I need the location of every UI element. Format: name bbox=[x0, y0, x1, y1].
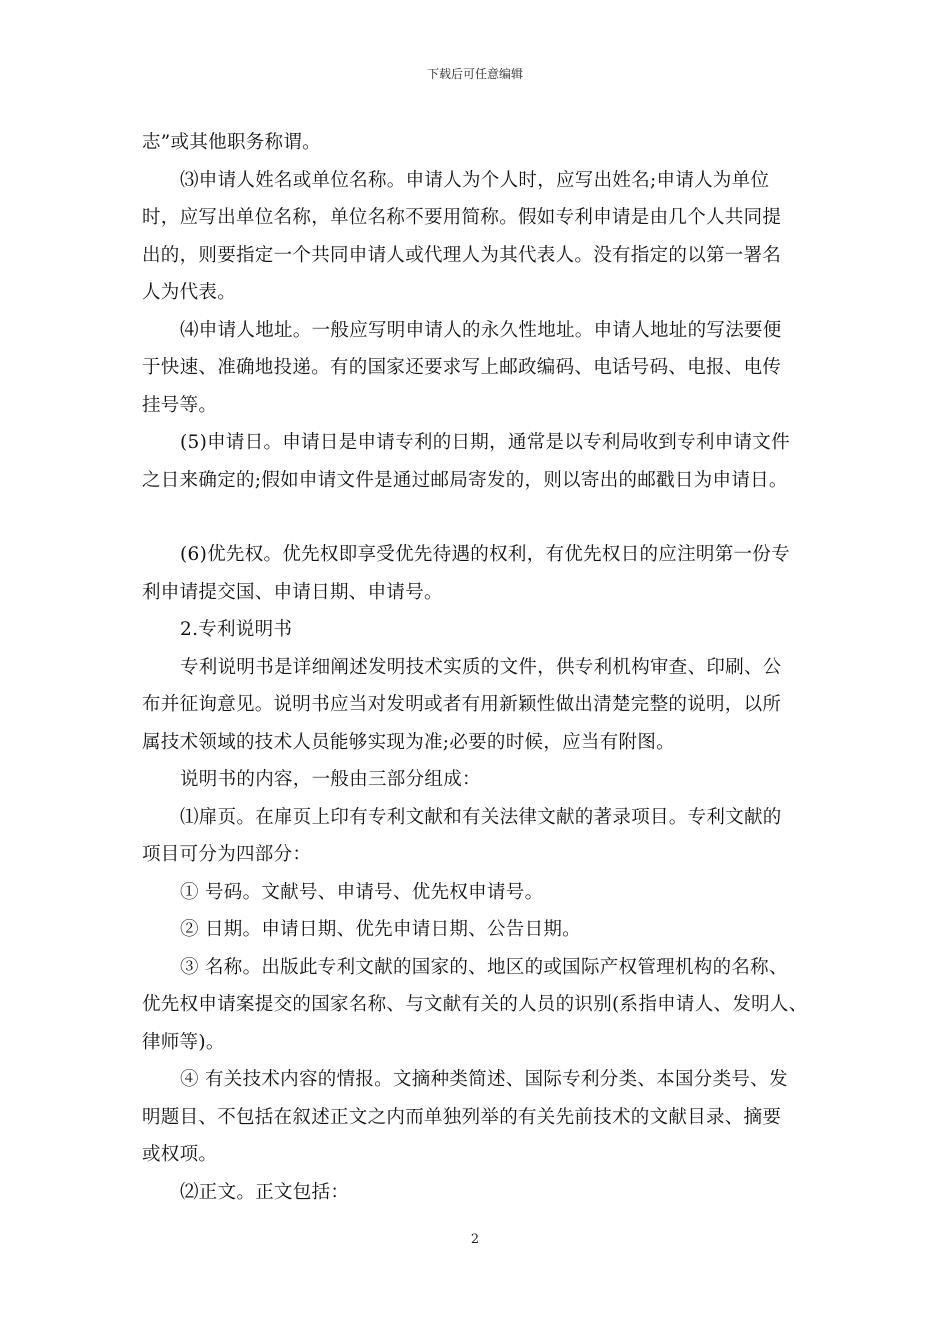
text-line: (5)申请日。申请日是申请专利的日期，通常是以专利局收到专利申请文件 bbox=[180, 432, 790, 453]
page-number: 2 bbox=[470, 1232, 480, 1247]
text-line: ⑴扉页。在扉页上印有专利文献和有关法律文献的著录项目。专利文献的 bbox=[180, 806, 782, 828]
text-line: ⑷申请人地址。一般应写明申请人的永久性地址。申请人地址的写法要便 bbox=[180, 319, 782, 341]
text-line: ② 日期。申请日期、优先申请日期、公告日期。 bbox=[180, 919, 581, 940]
text-line: 优先权申请案提交的国家名称、与文献有关的人员的识别(系指申请人、发明人、 bbox=[142, 994, 808, 1015]
text-line: 明题目、不包括在叙述正文之内而单独列举的有关先前技术的文献目录、摘要 bbox=[142, 1106, 782, 1128]
text-line: ① 号码。文献号、申请号、优先权申请号。 bbox=[180, 881, 544, 903]
section-heading: 2.专利说明书 bbox=[180, 619, 293, 640]
text-line: 志”或其他职务称谓。 bbox=[142, 132, 321, 153]
document-body bbox=[142, 124, 810, 1211]
text-line: 出的，则要指定一个共同申请人或代理人为其代表人。没有指定的以第一署名 bbox=[142, 244, 782, 266]
text-line: ④ 有关技术内容的情报。文摘种类简述、国际专利分类、本国分类号、发 bbox=[180, 1069, 788, 1090]
text-line: 之日来确定的;假如申请文件是通过邮局寄发的，则以寄出的邮戳日为申请日。 bbox=[142, 469, 788, 491]
text-line: 项目可分为四部分： bbox=[142, 844, 312, 865]
text-line: 属技术领域的技术人员能够实现为准;必要的时候，应当有附图。 bbox=[142, 731, 675, 753]
text-line: 说明书的内容，一般由三部分组成： bbox=[180, 769, 481, 790]
text-line: 于快速、准确地投递。有的国家还要求写上邮政编码、电话号码、电报、电传 bbox=[142, 357, 782, 378]
text-line: 人为代表。 bbox=[142, 282, 237, 303]
page-header: 下载后可任意编辑 bbox=[426, 67, 523, 81]
paragraph-gap bbox=[142, 499, 810, 536]
text-line: ③ 名称。出版此专利文献的国家的、地区的或国际产权管理机构的名称、 bbox=[180, 956, 788, 978]
text-line: (6)优先权。优先权即享受优先待遇的权利，有优先权日的应注明第一份专 bbox=[180, 544, 790, 565]
text-line: ⑶申请人姓名或单位名称。申请人为个人时，应写出姓名;申请人为单位 bbox=[180, 169, 770, 191]
text-line: 律师等)。 bbox=[142, 1031, 225, 1053]
text-line: 专利说明书是详细阐述发明技术实质的文件，供专利机构审查、印刷、公 bbox=[180, 656, 782, 678]
text-line: 布并征询意见。说明书应当对发明或者有用新颖性做出清楚完整的说明，以所 bbox=[142, 694, 782, 715]
text-line: 时，应写出单位名称，单位名称不要用简称。假如专利申请是由几个人共同提 bbox=[142, 207, 782, 228]
text-line: 利申请提交国、申请日期、申请号。 bbox=[142, 581, 443, 603]
text-line: ⑵正文。正文包括： bbox=[180, 1181, 350, 1203]
text-line: 挂号等。 bbox=[142, 394, 218, 416]
text-line: 或权项。 bbox=[142, 1144, 218, 1165]
